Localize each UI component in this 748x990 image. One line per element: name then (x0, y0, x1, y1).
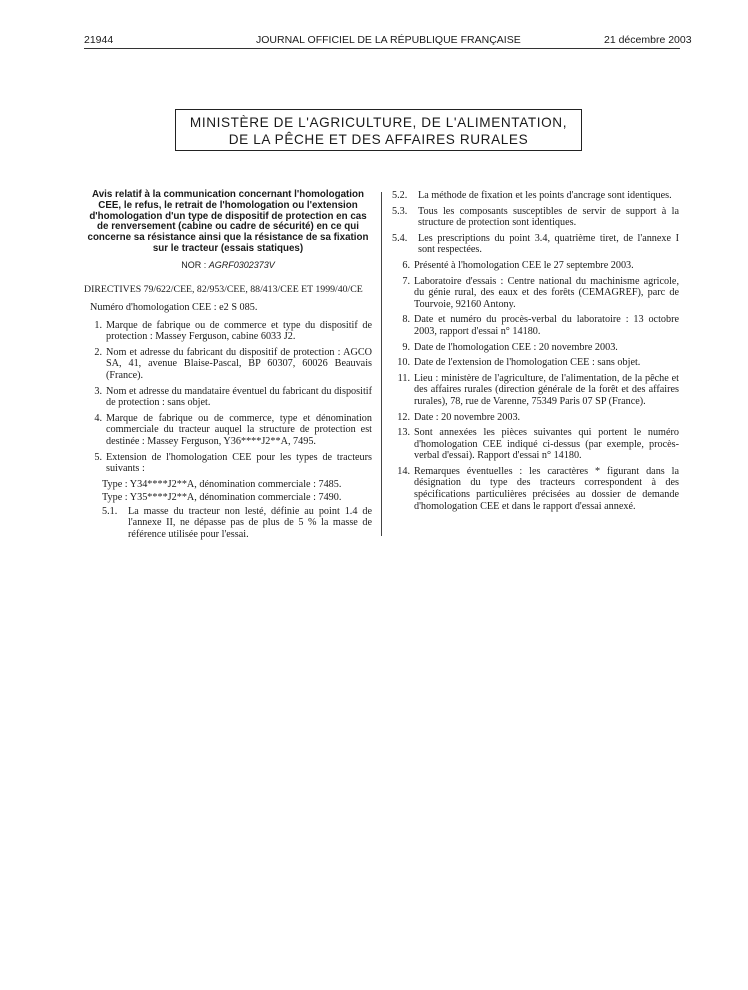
list-item (392, 466, 679, 512)
item-number: 4. (94, 412, 102, 424)
sub-item (392, 206, 679, 229)
journal-title: JOURNAL OFFICIEL DE LA RÉPUBLIQUE FRANÇAISE (256, 34, 521, 46)
list-item (392, 342, 679, 354)
column-divider (381, 192, 382, 536)
item-text: Marque de fabrique ou de commerce, type et dénomination commerciale du tracteur auquel la structure de protection est destinée : Massey Ferguson, Y36****J2**A, 7495. (106, 412, 372, 447)
nor-code: AGRF0302373V (208, 259, 275, 270)
item-text: Date de l'extension de l'homologation CEE : sans objet. (414, 357, 641, 369)
avis-title: Avis relatif à la communication concernant l'homologation CEE, le refus, le retrait de l'homologation ou l'extension d'homologation d'un type de dispositif de protection en cas de renversement (cabine ou cadre de sécurité) en ce qui concerne sa résistance ainsi que la résistance de sa fixation sur le tracteur (essais statiques) (87, 189, 369, 254)
list-item (84, 386, 372, 409)
item-text: Date de l'homologation CEE : 20 novembre 2003. (414, 341, 618, 353)
sub-item (392, 233, 679, 256)
list-item (392, 412, 679, 424)
item-text: Date : 20 novembre 2003. (414, 411, 521, 423)
item-number: 11. (397, 372, 410, 384)
item-text: Sont annexées les pièces suivantes qui portent le numéro d'homologation CEE indiqué ci-dessus (par exemple, procès-verbal d'essai). Rapport d'essai n° 14180. (414, 427, 679, 462)
list-item (84, 320, 372, 343)
ministry-line-1: MINISTÈRE DE L'AGRICULTURE, DE L'ALIMENTATION, (189, 115, 568, 130)
item-number: 1. (94, 319, 102, 331)
sub-item-text: La méthode de fixation et les points d'ancrage sont identiques. (418, 190, 672, 201)
list-item (84, 413, 372, 448)
homologation-number: Numéro d'homologation CEE : e2 S 085. (90, 301, 258, 313)
right-column (392, 190, 679, 516)
sub-item-number: 5.1. (102, 505, 118, 517)
item-text: Nom et adresse du fabricant du dispositif de protection : AGCO SA, 41, avenue Blaise-Pascal, BP 60307, 60026 Beauvais (France). (106, 346, 372, 381)
sub-item (392, 190, 679, 202)
sub-item-number: 5.2. (392, 190, 408, 201)
ministry-line-2: DE LA PÊCHE ET DES AFFAIRES RURALES (228, 132, 529, 147)
nor-label: NOR : (181, 259, 207, 270)
item-number: 12. (397, 411, 410, 423)
item-text: Lieu : ministère de l'agriculture, de l'alimentation, de la pêche et des affaires rurales (direction générale de la forêt et des affaires rurales), 78, rue de Varenne, 75349 Paris 07 SP (France). (414, 372, 679, 407)
item-number: 6. (402, 259, 410, 271)
item-text: Extension de l'homologation CEE pour les types de tracteurs suivants : (106, 451, 372, 475)
item-number: 7. (402, 275, 410, 287)
directives-line: DIRECTIVES 79/622/CEE, 82/953/CEE, 88/413/CEE ET 1999/40/CE (84, 284, 363, 296)
publication-date: 21 décembre 2003 (604, 34, 692, 46)
tractor-type-line: Type : Y34****J2**A, dénomination commerciale : 7485. (102, 478, 342, 490)
item-text: Date et numéro du procès-verbal du laboratoire : 13 octobre 2003, rapport d'essai n° 14180. (414, 314, 679, 337)
list-item (392, 276, 679, 311)
item-text: Remarques éventuelles : les caractères * figurant dans la désignation du type des tracteurs correspondent à des spécifications particulières précisées au dossier de demande d'homologation CEE et dans le rapport d'essai annexé. (414, 465, 679, 512)
list-item (84, 452, 372, 475)
sub-item-number: 5.3. (392, 205, 408, 217)
header-rule (84, 48, 680, 49)
item-text: Nom et adresse du mandataire éventuel du fabricant du dispositif de protection : sans objet. (106, 385, 372, 409)
item-number: 14. (397, 465, 410, 477)
sub-item-text: Tous les composants susceptibles de servir de support à la structure de protection sont identiques. (418, 205, 679, 229)
left-column (84, 190, 372, 545)
item-number: 10. (397, 357, 410, 369)
item-text: Présenté à l'homologation CEE le 27 septembre 2003. (414, 259, 634, 271)
sub-item-number: 5.4. (392, 232, 408, 244)
list-item (392, 373, 679, 408)
list-item (392, 260, 679, 272)
nor-reference (84, 260, 372, 272)
sub-item-text: Les prescriptions du point 3.4, quatrième tiret, de l'annexe I sont respectées. (418, 232, 679, 256)
page-number: 21944 (84, 34, 114, 46)
ministry-heading-box (175, 109, 582, 151)
item-number: 2. (94, 346, 102, 358)
item-number: 8. (402, 314, 410, 326)
list-item (392, 427, 679, 462)
item-text: Marque de fabrique ou de commerce et type du dispositif de protection : Massey Ferguson, cabine 6033 J2. (106, 319, 372, 343)
item-number: 13. (397, 427, 410, 439)
item-number: 3. (94, 385, 102, 397)
tractor-type-line: Type : Y35****J2**A, dénomination commerciale : 7490. (102, 492, 342, 504)
item-number: 9. (402, 341, 410, 353)
sub-item (102, 506, 372, 541)
list-item (392, 357, 679, 369)
item-number: 5. (94, 451, 102, 463)
item-text: Laboratoire d'essais : Centre national du machinisme agricole, du génie rural, des eaux et des forêts (CEMAGREF), parc de Tourvoie, 92160 Antony. (414, 275, 679, 310)
list-item (392, 314, 679, 337)
sub-item-text: La masse du tracteur non lesté, définie au point 1.4 de l'annexe II, ne dépasse pas de plus de 5 % la masse de référence utilisée pour l'essai. (128, 505, 372, 541)
list-item (84, 347, 372, 382)
